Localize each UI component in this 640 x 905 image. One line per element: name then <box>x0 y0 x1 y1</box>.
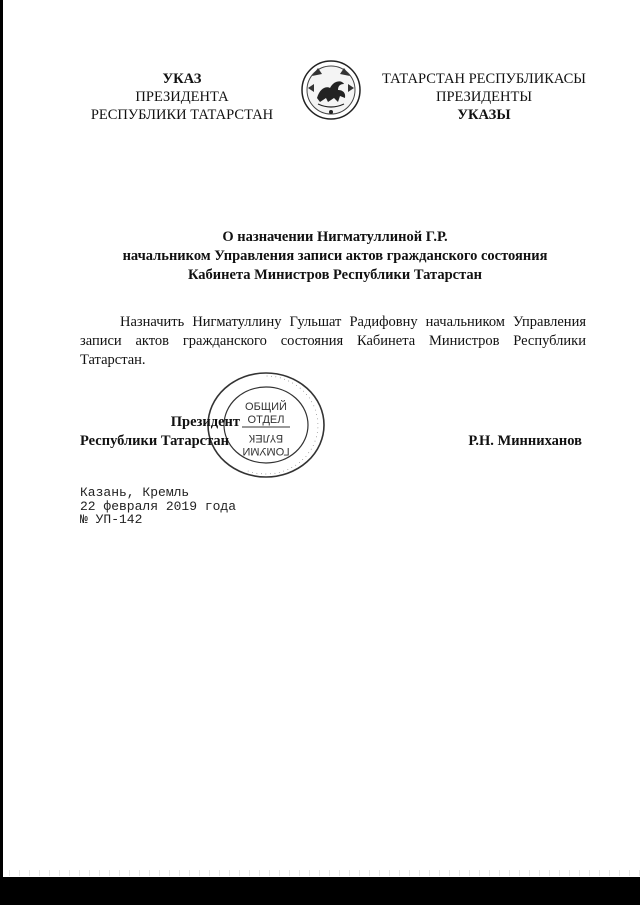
header-left <box>82 70 282 124</box>
footer-date: 22 февраля 2019 года <box>80 498 237 514</box>
signatory-position <box>80 413 240 451</box>
scan-edge-bottom <box>0 877 640 905</box>
stamp-line1: ОБЩИЙ <box>245 401 287 413</box>
stamp-line3: ГОМУМИ <box>242 445 290 457</box>
svg-text:· · · · · · · · · · · · · · ·: · · · · · · · · · · · · · · · · · · · · · · · · · · · · · · · · · · · · · · · · <box>246 373 320 477</box>
header-left-line2: ПРЕЗИДЕНТА <box>135 89 229 105</box>
header-right-line2: ПРЕЗИДЕНТЫ <box>435 89 533 105</box>
header-right <box>378 70 590 124</box>
decree-title <box>80 228 590 285</box>
title-line2: начальником Управления записи актов гражданского состояния <box>122 248 548 264</box>
decree-footer <box>80 486 236 527</box>
title-line1: О назначении Нигматуллиной Г.Р. <box>222 229 448 245</box>
decree-body: Назначить Нигматуллину Гульшат Радифовну начальником Управления записи актов гражданского состояния Кабинета Министров Республики Татарстан. <box>80 314 586 368</box>
footer-number: № УП-142 <box>80 512 143 527</box>
stamp-line4: БҮЛЕК <box>248 432 284 444</box>
header-right-line1: ТАТАРСТАН РЕСПУБЛИКАСЫ <box>382 71 586 87</box>
title-line3: Кабинета Министров Республики Татарстан <box>187 267 482 283</box>
tatarstan-emblem-icon <box>300 58 362 124</box>
header-left-line1: УКАЗ <box>162 71 202 87</box>
footer-place: Казань, Кремль <box>80 485 190 500</box>
scan-noise <box>0 870 640 876</box>
header-left-line3: РЕСПУБЛИКИ ТАТАРСТАН <box>90 107 274 123</box>
signatory-position-line1: Президент <box>170 414 240 430</box>
header-right-line3: УКАЗЫ <box>457 107 511 123</box>
stamp-line2: ОТДЕЛ <box>247 414 285 426</box>
signatory-name: Р.Н. Минниханов <box>468 433 582 449</box>
scan-edge-left <box>0 0 3 905</box>
signatory-position-line2: Республики Татарстан <box>80 433 229 449</box>
